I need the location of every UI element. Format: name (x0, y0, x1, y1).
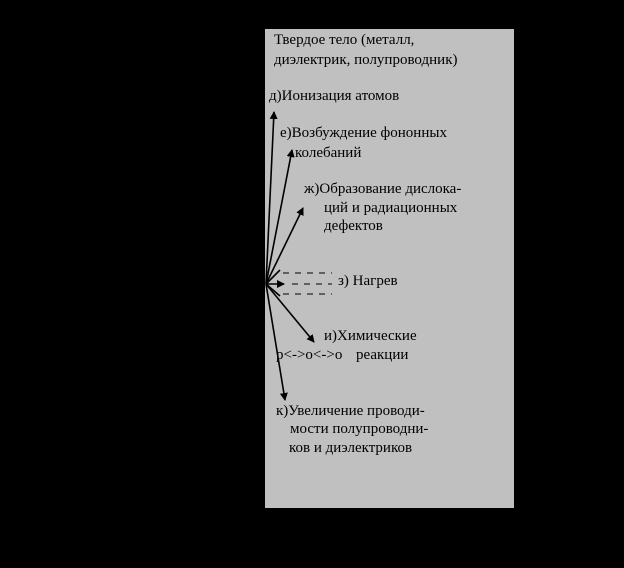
label-defects-line2: ций и радиационных (324, 200, 458, 216)
label-chemical-formula: р<->о<->о (276, 347, 343, 363)
heat-wave-dashes (283, 273, 332, 294)
label-defects-line3: дефектов (324, 218, 383, 234)
label-conductivity-line2: мости полупроводни- (290, 421, 429, 437)
label-chemical-line2: реакции (356, 347, 409, 363)
arrow-chemical (266, 284, 314, 342)
label-heating: з) Нагрев (338, 273, 398, 289)
panel-title-line1: Твердое тело (металл, (274, 32, 415, 48)
label-conductivity-line1: к)Увеличение проводи- (276, 403, 425, 419)
label-conductivity-line3: ков и диэлектриков (289, 440, 413, 456)
panel-title-line2: диэлектрик, полупроводник) (274, 52, 458, 68)
label-phonons-line2: колебаний (295, 145, 362, 161)
label-defects-line1: ж)Образование дислока- (304, 181, 462, 197)
label-ionization: д)Ионизация атомов (269, 88, 400, 104)
arrow-ionization (266, 112, 274, 284)
label-phonons-line1: е)Возбуждение фононных (280, 125, 447, 141)
label-chemical-line1: и)Химические (324, 328, 417, 344)
arrow-conductivity (266, 284, 285, 400)
